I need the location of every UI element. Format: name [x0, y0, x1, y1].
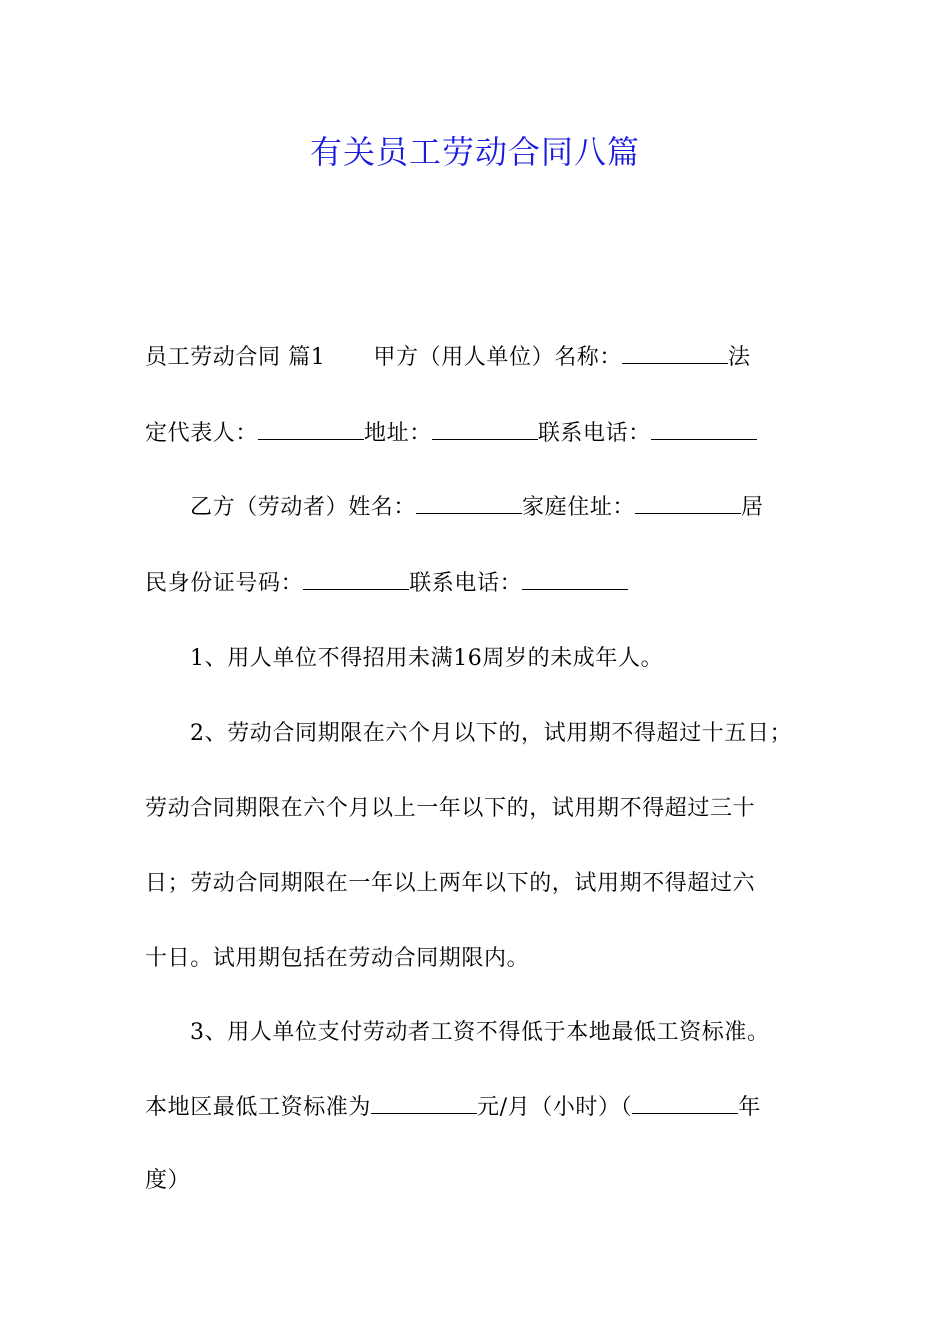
blank-field	[635, 495, 741, 514]
clause-3-line-1: 3、用人单位支付劳动者工资不得低于本地最低工资标准。	[190, 1020, 770, 1045]
phone-label: 联系电话：	[409, 571, 523, 596]
contract-line-4	[145, 568, 845, 600]
party-b-name-label: 乙方（劳动者）姓名：	[190, 495, 417, 520]
home-address-label: 家庭住址：	[522, 495, 636, 520]
address-label: 地址：	[364, 421, 432, 446]
contract-line-3	[190, 492, 890, 524]
id-number-label: 民身份证号码：	[145, 571, 304, 596]
blank-field	[258, 421, 364, 440]
contract-heading: 员工劳动合同 篇1	[145, 345, 326, 370]
party-a-name-label: 甲方（用人单位）名称：	[373, 345, 623, 370]
phone-label: 联系电话：	[537, 421, 651, 446]
clause-2-line-3: 日；劳动合同期限在一年以上两年以下的，试用期不得超过六	[145, 871, 756, 896]
text-segment: 法	[728, 345, 751, 370]
clause-3-line-3: 度）	[145, 1168, 191, 1193]
unit-label: 元/月（小时）（	[477, 1095, 633, 1120]
document-title: 有关员工劳动合同八篇	[309, 133, 640, 171]
blank-field	[622, 345, 728, 364]
clause-2-line-4: 十日。试用期包括在劳动合同期限内。	[145, 946, 530, 971]
contract-line-2	[145, 418, 845, 450]
blank-field	[651, 421, 757, 440]
clause-2-line-2: 劳动合同期限在六个月以上一年以下的，试用期不得超过三十	[145, 796, 756, 821]
text-segment: 年	[738, 1095, 761, 1120]
text-segment: 居	[741, 495, 764, 520]
legal-rep-label: 定代表人：	[145, 421, 259, 446]
blank-field	[432, 421, 538, 440]
blank-field	[416, 495, 522, 514]
blank-field	[632, 1095, 738, 1114]
contract-line-1	[145, 342, 845, 374]
clause-1: 1、用人单位不得招用未满16周岁的未成年人。	[190, 646, 664, 671]
blank-field	[522, 571, 628, 590]
min-wage-label: 本地区最低工资标准为	[145, 1095, 372, 1120]
blank-field	[371, 1095, 477, 1114]
blank-field	[303, 571, 409, 590]
clause-3-line-2	[145, 1092, 845, 1124]
clause-2-line-1: 2、劳动合同期限在六个月以下的，试用期不得超过十五日；	[190, 721, 793, 746]
